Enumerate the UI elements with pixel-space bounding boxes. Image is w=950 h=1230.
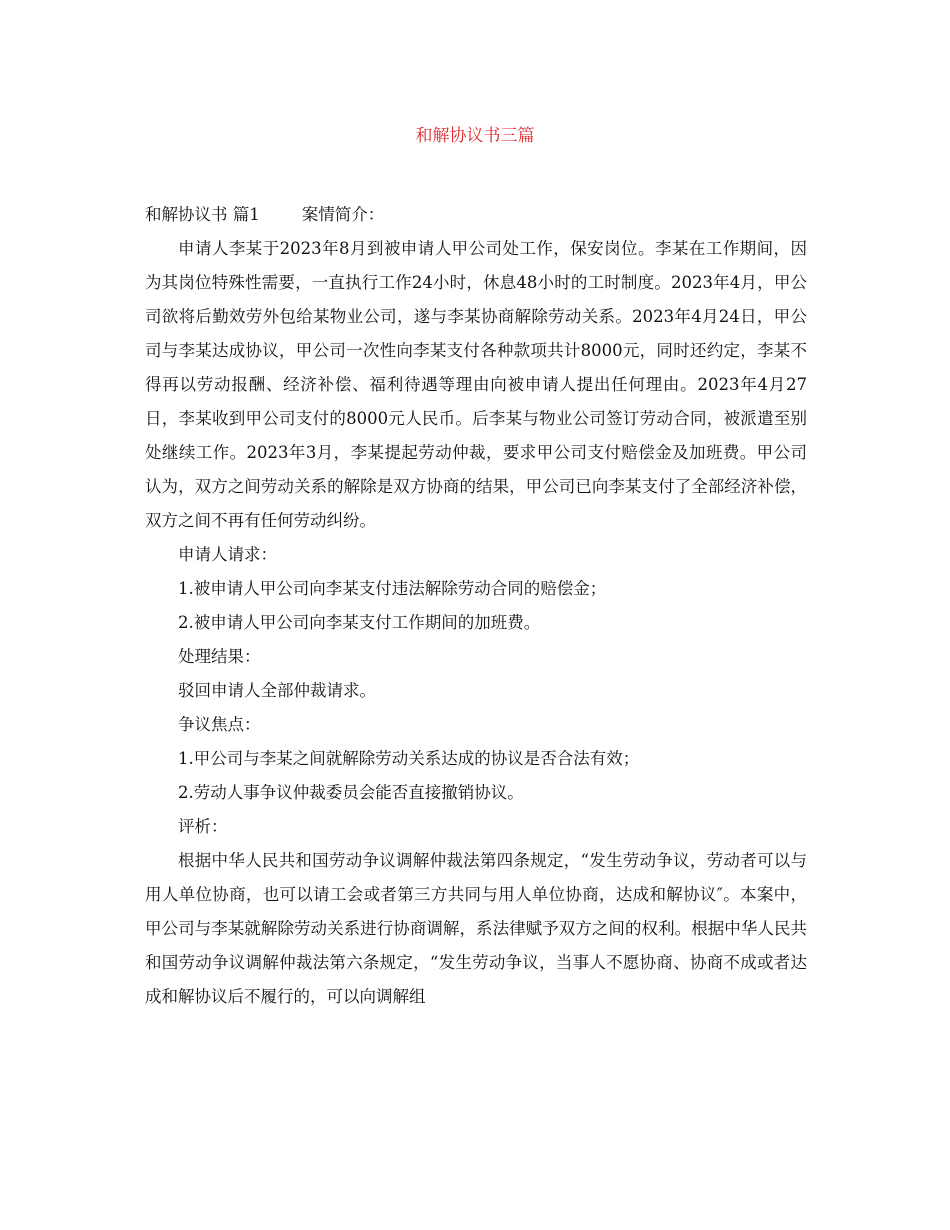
dispute-item-2: 2.劳动人事争议仲裁委员会能否直接撤销协议。	[178, 783, 524, 802]
case-summary-paragraph: 申请人李某于2023年8月到被申请人甲公司处工作，保安岗位。李某在工作期间，因为其岗位特殊性需要，一直执行工作24小时，休息48小时的工时制度。2023年4月，甲公司欲将后勤效劳外包给某物业公司，遂与李某协商解除劳动关系。2023年4月24日，甲公司与李某达成协议，甲公司一次性向李某支付各种款项共计8000元，同时还约定，李某不得再以劳动报酬、经济补偿、福利待遇等理由向被申请人提出任何理由。2023年4月27日，李某收到甲公司支付的8000元人民币。后李某与物业公司签订劳动合同，被派遣至别处继续工作。2023年3月，李某提起劳动仲裁，要求甲公司支付赔偿金及加班费。甲公司认为，双方之间劳动关系的解除是双方协商的结果，甲公司已向李某支付了全部经济补偿，双方之间不再有任何劳动纠纷。	[145, 239, 807, 530]
dispute-item-1: 1.甲公司与李某之间就解除劳动关系达成的协议是否合法有效；	[178, 749, 640, 768]
document-body	[145, 198, 807, 1014]
result-text: 驳回申请人全部仲裁请求。	[178, 681, 376, 700]
claim-item-2: 2.被申请人甲公司向李某支付工作期间的加班费。	[178, 613, 541, 632]
case-summary-heading: 案情简介：	[301, 205, 385, 224]
analysis-paragraph: 根据中华人民共和国劳动争议调解仲裁法第四条规定，“发生劳动争议，劳动者可以与用人单位协商，也可以请工会或者第三方共同与用人单位协商，达成和解协议″。本案中，甲公司与李某就解除劳动关系进行协商调解，系法律赋予双方之间的权利。根据中华人民共和国劳动争议调解仲裁法第六条规定，“发生劳动争议，当事人不愿协商、协商不成或者达成和解协议后不履行的，可以向调解组	[145, 851, 807, 1006]
result-heading: 处理结果：	[178, 647, 261, 666]
section-heading	[145, 198, 807, 232]
part-heading: 和解协议书 篇1	[145, 205, 260, 224]
analysis-heading: 评析：	[178, 817, 228, 836]
claim-item-1: 1.被申请人甲公司向李某支付违法解除劳动合同的赔偿金；	[178, 579, 607, 598]
dispute-heading: 争议焦点：	[178, 715, 261, 734]
document-title: 和解协议书三篇	[415, 126, 535, 146]
claims-heading: 申请人请求：	[178, 545, 277, 564]
